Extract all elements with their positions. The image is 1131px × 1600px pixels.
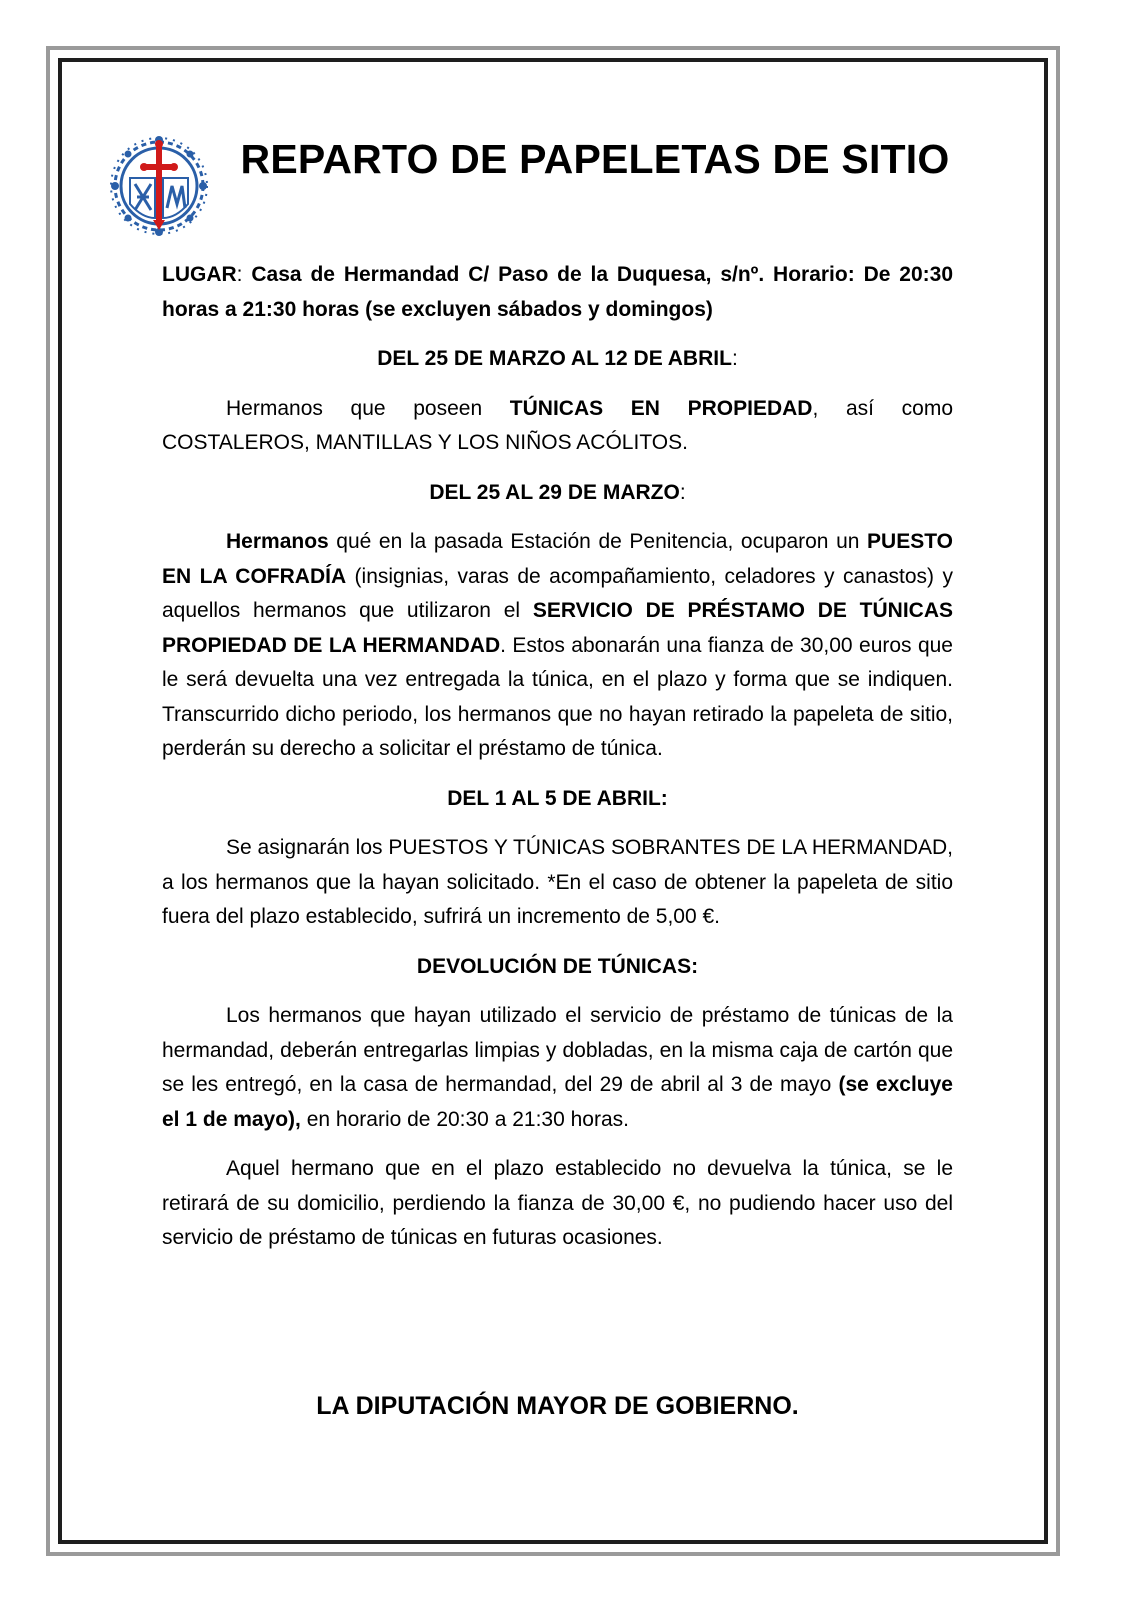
section-1-text-b: TÚNICAS EN PROPIEDAD — [509, 396, 813, 420]
brotherhood-crest-icon — [106, 130, 212, 242]
section-2-text-a: Hermanos — [226, 530, 329, 553]
section-4-paragraph-2: Aquel hermano que en el plazo establecido no devuelva la túnica, se le retirará de su domicilio, perdiendo la fianza de 30,00 €, no pudiendo hacer uso del servicio de préstamo de túnicas en futuras ocasiones. — [162, 1157, 953, 1249]
section-1-text-a: Hermanos que poseen — [226, 396, 510, 420]
section-heading-3: DEL 1 AL 5 DE ABRIL: — [447, 786, 668, 810]
section-2-text-d: (insignias, varas de acompañamiento, celadores y canastos) y aquellos hermanos que utilizaron el — [162, 564, 953, 622]
signature: LA DIPUTACIÓN MAYOR DE GOBIERNO. — [316, 1392, 799, 1420]
section-heading-2 — [162, 476, 953, 511]
section-2-paragraph — [162, 525, 953, 767]
section-1-paragraph — [162, 392, 953, 461]
section-4-paragraph-1 — [162, 999, 953, 1137]
section-1-text-c: , así como COSTALEROS, MANTILLAS Y LOS NIÑOS ACÓLITOS. — [162, 396, 954, 454]
section-2-text-f: . Estos abonarán una fianza de 30,00 euros que le será devuelta una vez entregada la túnica, en el plazo y forma que se indiquen. Transcurrido dicho periodo, los hermanos que no hayan retirado la papeleta de sitio, perderán su derecho a solicitar el préstamo de túnica. — [162, 633, 953, 760]
location-label: LUGAR — [162, 263, 237, 286]
section-heading-1-suffix: : — [731, 347, 738, 370]
notice-body — [162, 258, 953, 1256]
page-title: REPARTO DE PAPELETAS DE SITIO — [240, 136, 950, 182]
section-4-text-b: (se excluye el 1 de mayo), — [162, 1073, 953, 1131]
location-paragraph — [162, 258, 953, 327]
section-heading-1 — [162, 342, 953, 377]
location-colon: : — [236, 263, 252, 286]
section-heading-1-text: DEL 25 DE MARZO AL 12 DE ABRIL — [377, 347, 732, 370]
section-heading-4: DEVOLUCIÓN DE TÚNICAS: — [416, 954, 699, 978]
section-heading-2-text: DEL 25 AL 29 DE MARZO — [429, 480, 680, 504]
section-4-text-a: Los hermanos que hayan utilizado el servicio de préstamo de túnicas de la hermandad, deberán entregarlas limpias y dobladas, en la misma caja de cartón que se les entregó, en la casa de hermandad, del 29 de abril al 3 de mayo — [162, 1004, 953, 1096]
section-4-text-c: en horario de 20:30 a 21:30 horas. — [300, 1107, 629, 1131]
location-text: Casa de Hermandad C/ Paso de la Duquesa, s/nº. Horario: De 20:30 horas a 21:30 horas (se excluyen sábados y domingos) — [162, 263, 954, 321]
section-2-text-e: SERVICIO DE PRÉSTAMO DE TÚNICAS PROPIEDAD DE LA HERMANDAD — [162, 599, 953, 657]
section-2-text-c: PUESTO EN LA COFRADÍA — [162, 530, 953, 588]
section-heading-2-suffix: : — [679, 480, 686, 504]
section-3-paragraph: Se asignarán los PUESTOS Y TÚNICAS SOBRANTES DE LA HERMANDAD, a los hermanos que la hayan solicitado. *En el caso de obtener la papeleta de sitio fuera del plazo establecido, sufrirá un incremento de 5,00 €. — [162, 836, 953, 928]
section-2-text-b: qué en la pasada Estación de Penitencia, ocuparon un — [328, 530, 868, 553]
